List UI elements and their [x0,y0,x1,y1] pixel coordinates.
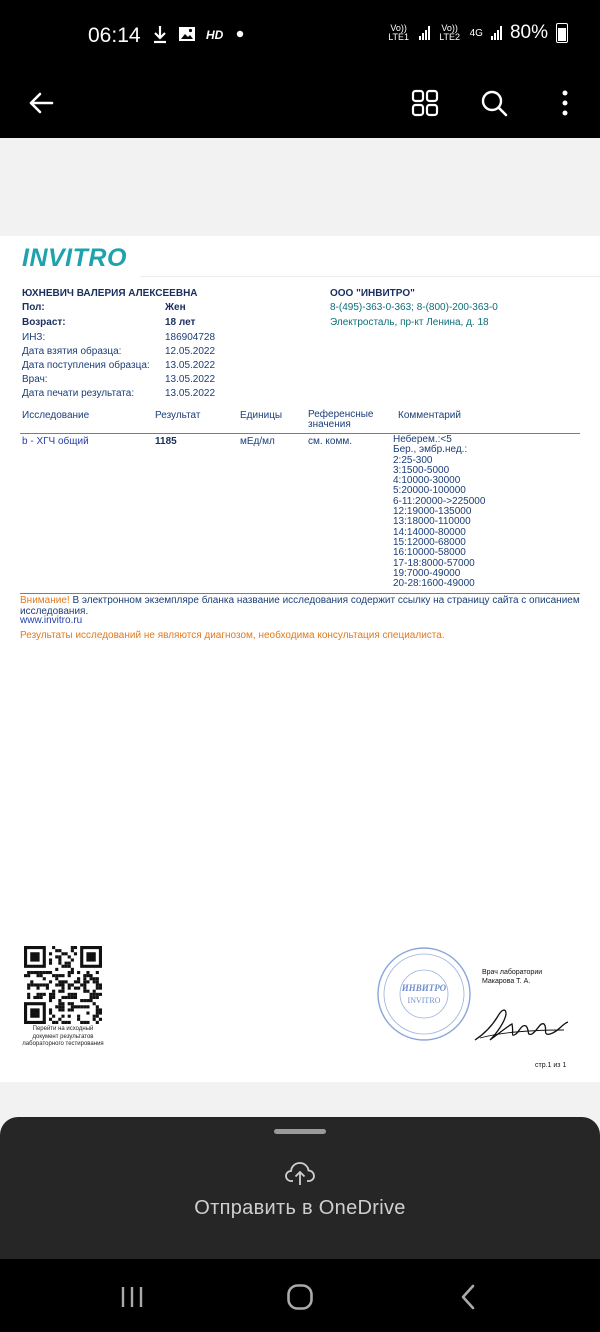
doctor-title: Врач лаборатории [482,969,543,976]
dot-icon [236,30,244,38]
battery-percent: 80% [509,22,548,43]
col-header-comment: Комментарий [398,410,461,421]
lab-name: ООО "ИНВИТРО" [330,288,415,299]
grid-view-button[interactable] [404,82,446,124]
comment-line: 13:18000-110000 [393,516,471,528]
table-header-rule [20,433,580,434]
field-label-sample-date: Дата взятия образца: [22,346,122,357]
back-button[interactable] [20,82,62,124]
col-header-test: Исследование [22,410,90,421]
bottom-sheet [0,1117,600,1259]
test-reference: см. комм. [308,436,353,447]
logo-divider [140,276,600,277]
home-icon [286,1283,314,1311]
lab-seal-stamp [376,946,472,1042]
field-value-print-date: 13.05.2022 [165,388,216,399]
col-header-reference: Референсные значения [308,409,374,430]
comment-line: 17-18:8000-57000 [393,557,475,569]
website-link[interactable]: www.invitro.ru [20,615,83,626]
qr-caption: Перейти на исходный документ результатов лабораторного тестирования [22,1026,104,1047]
field-label-sex: Пол: [22,302,45,313]
app-toolbar [0,68,600,138]
field-label-doctor: Врач: [22,374,48,385]
field-value-sex: Жен [165,302,186,313]
disclaimer: Результаты исследований не являются диагнозом, необходима консультация специалиста. [20,630,445,641]
test-result: 1185 [155,436,177,447]
comment-line: 6-11:20000->225000 [393,495,486,507]
invitro-logo: INVITRO [22,244,127,272]
status-notification-icons [152,24,244,44]
sim2-label: Vo)) LTE2 [439,23,461,42]
comment-line: 14:14000-80000 [393,526,466,538]
field-value-sample-date: 12.05.2022 [165,346,216,357]
status-time: 06:14 [88,24,141,47]
comment-line: Неберем.:<5 [393,434,452,445]
comment-line: 12:19000-135000 [393,506,472,518]
comment-line: 5:20000-100000 [393,485,466,497]
field-label-print-date: Дата печати результата: [22,388,135,399]
test-units: мЕд/мл [240,436,275,447]
field-label-inz: ИНЗ: [22,332,46,343]
sheet-drag-handle[interactable] [274,1129,326,1134]
battery-icon [556,23,568,43]
lab-phones: 8-(495)-363-0-363; 8-(800)-200-363-0 [330,302,498,313]
qr-code[interactable] [24,946,102,1024]
comment-line: 19:7000-49000 [393,567,461,579]
image-icon [178,26,196,42]
more-vertical-icon [561,90,569,116]
comment-line: 2:25-300 [393,454,433,466]
signal-icon-2 [491,26,502,40]
table-bottom-rule [20,593,580,594]
lab-address: Электросталь, пр-кт Ленина, д. 18 [330,317,489,328]
svg-text:HD: HD [206,28,224,41]
arrow-left-icon [28,91,54,115]
more-options-button[interactable] [544,82,586,124]
field-value-age: 18 лет [165,317,196,328]
cloud-upload-icon[interactable] [285,1161,315,1187]
comment-line: 4:10000-30000 [393,475,461,487]
comment-line: 20-28:1600-49000 [393,578,475,590]
status-bar [0,0,600,68]
recents-button[interactable] [108,1277,156,1317]
warning-note [20,596,585,617]
grid-icon [411,89,439,117]
field-value-doctor: 13.05.2022 [165,374,216,385]
comment-line: 16:10000-58000 [393,547,466,559]
back-chevron-icon [459,1283,477,1311]
sim1-label: Vo)) LTE1 [388,23,410,42]
search-icon [480,89,508,117]
field-label-age: Возраст: [22,317,66,328]
warning-text: В электронном экземпляре бланка название исследования содержит ссылку на страницу сайта с описанием исследования. [20,595,580,617]
doctor-name: Макарова Т. А. [482,978,531,985]
patient-name: ЮХНЕВИЧ ВАЛЕРИЯ АЛЕКСЕЕВНА [22,288,198,299]
seal-text: ИНВИТРО [401,983,447,993]
signal-icon [419,26,430,40]
recents-icon [119,1285,145,1309]
download-icon [152,24,168,44]
field-value-inz: 186904728 [165,332,216,343]
page-number: стр.1 из 1 [535,1062,567,1069]
test-link[interactable]: b - ХГЧ общий [22,436,89,447]
test-comments [393,435,485,589]
svg-text:INVITRO: INVITRO [407,996,441,1005]
field-label-received-date: Дата поступления образца: [22,360,150,371]
comment-line: 3:1500-5000 [393,464,450,476]
doctor-signature [472,1004,572,1046]
navigation-bar [0,1259,600,1332]
warning-label: Внимание! [20,595,70,606]
search-button[interactable] [473,82,515,124]
document-page[interactable] [0,236,600,1082]
hd-icon [206,27,226,41]
nav-back-button[interactable] [444,1277,492,1317]
comment-line: Бер., эмбр.нед.: [393,444,468,456]
doctor-block [482,968,542,986]
send-to-onedrive-button[interactable]: Отправить в OneDrive [194,1197,406,1219]
col-header-result: Результат [155,410,201,421]
field-value-received-date: 13.05.2022 [165,360,216,371]
network-label: 4G [469,27,483,39]
col-header-units: Единицы [240,410,283,421]
status-right-group [387,22,568,44]
comment-line: 15:12000-68000 [393,536,466,548]
home-button[interactable] [276,1277,324,1317]
